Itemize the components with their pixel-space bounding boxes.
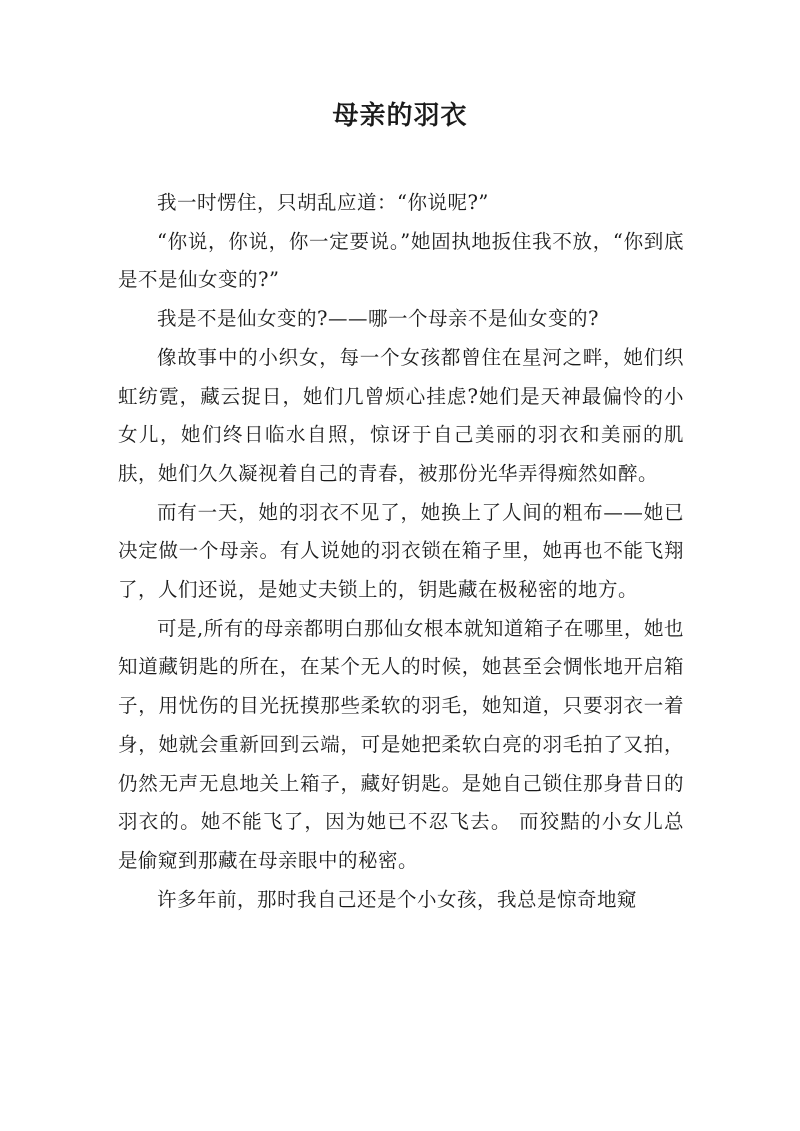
paragraph-4: 像故事中的小织女，每一个女孩都曾住在星河之畔，她们织虹纺霓，藏云捉日，她们几曾烦心挂虑?她们是天神最偏怜的小女儿，她们终日临水自照，惊讶于自己美丽的羽衣和美丽的肌肤，她们久久凝视着自己的青春，被那份光华弄得痴然如醉。 bbox=[118, 345, 684, 485]
paragraph-7: 许多年前，那时我自己还是个小女孩，我总是惊奇地窥 bbox=[157, 887, 638, 911]
paragraph-2: “你说，你说，你一定要说。”她固执地扳住我不放，“你到底是不是仙女变的?” bbox=[118, 229, 684, 292]
document-title: 母亲的羽衣 bbox=[332, 101, 468, 131]
paragraph-1: 我一时愣住，只胡乱应道：“你说呢?” bbox=[157, 191, 489, 214]
paragraph-6: 可是,所有的母亲都明白那仙女根本就知道箱子在哪里，她也知道藏钥匙的所在，在某个无人的时候，她甚至会惆怅地开启箱子，用忧伤的目光抚摸那些柔软的羽毛，她知道，只要羽衣一着身，她就会重新回到云端，可是她把柔软白亮的羽毛拍了又拍，仍然无声无息地关上箱子，藏好钥匙。是她自己锁住那身昔日的羽衣的。她不能飞了，因为她已不忍飞去。 而狡黠的小女儿总是偷窥到那藏在母亲眼中的秘密。 bbox=[118, 616, 684, 872]
paragraph-5: 而有一天，她的羽衣不见了，她换上了人间的粗布——她已决定做一个母亲。有人说她的羽衣锁在箱子里，她再也不能飞翔了，人们还说，是她丈夫锁上的，钥匙藏在极秘密的地方。 bbox=[118, 500, 684, 602]
paragraph-3: 我是不是仙女变的?——哪一个母亲不是仙女变的? bbox=[157, 307, 599, 331]
document-body bbox=[118, 184, 684, 919]
